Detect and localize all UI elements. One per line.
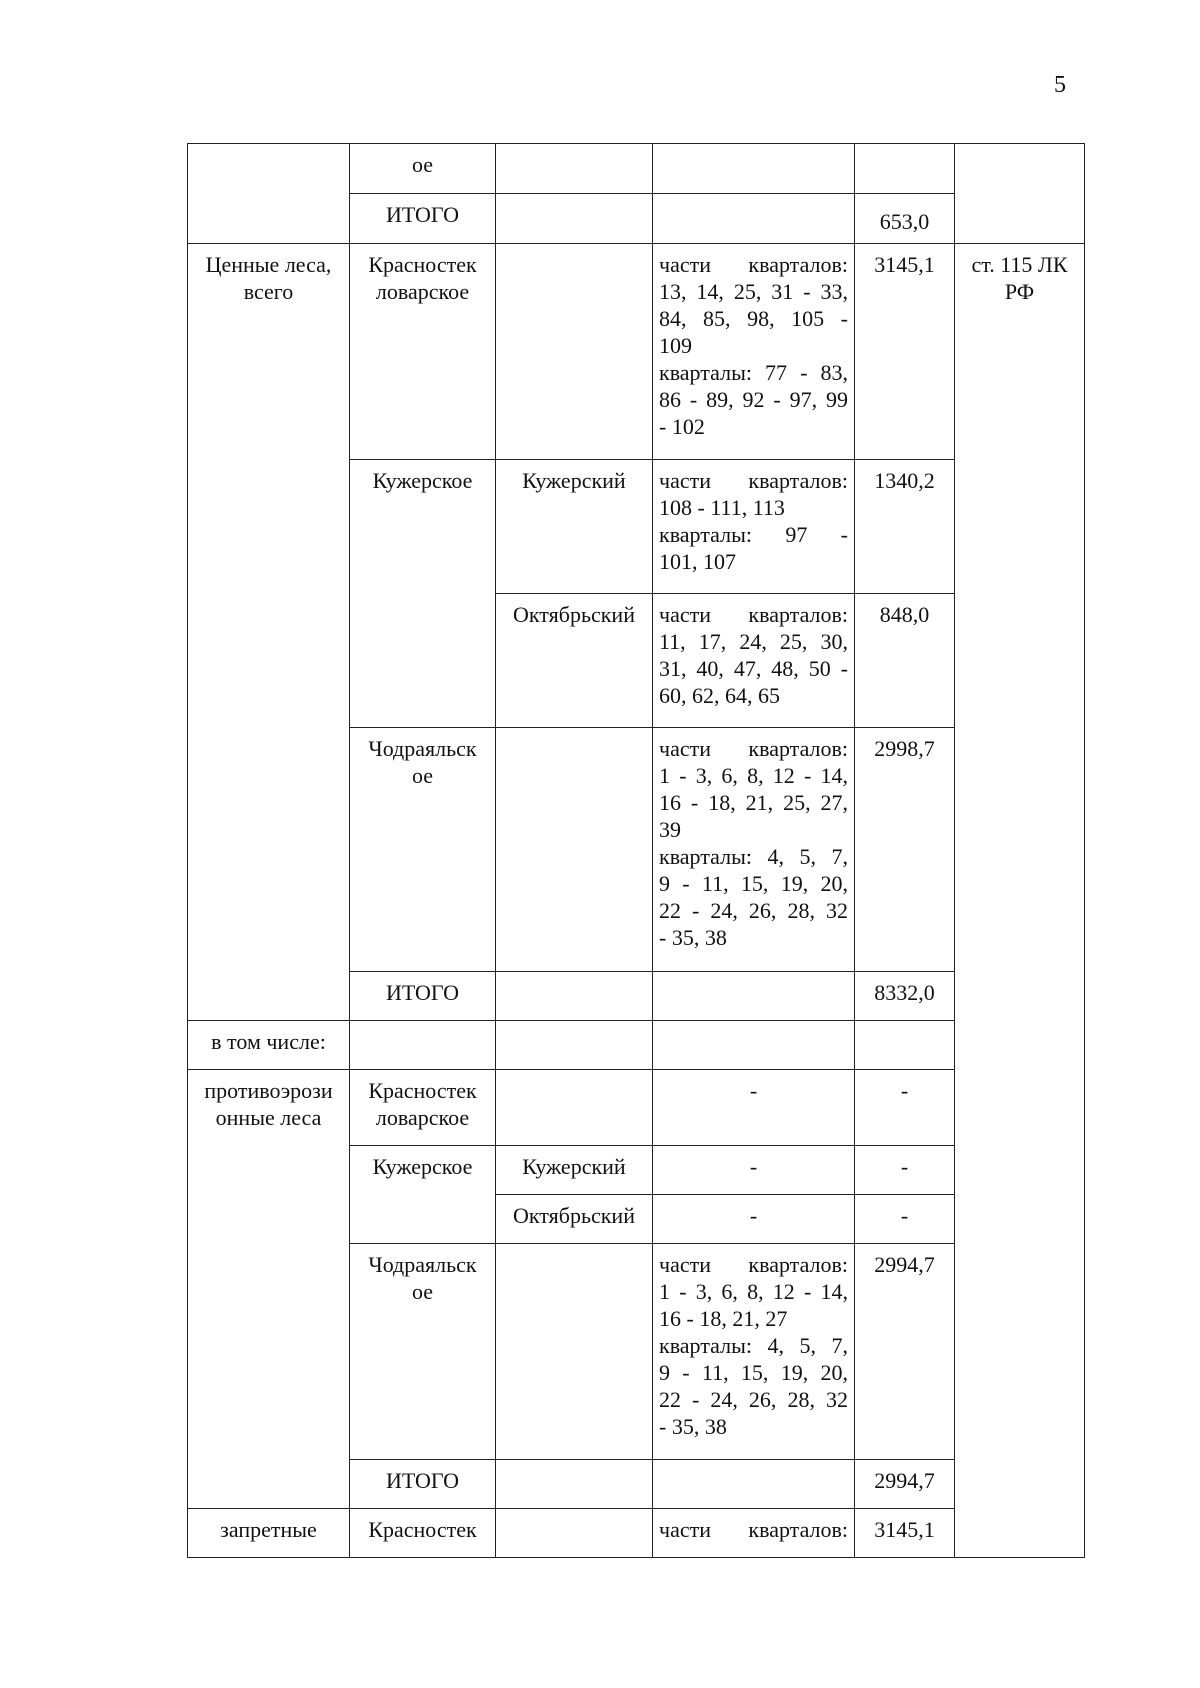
district-cell: Кужерский	[496, 460, 653, 594]
quarters-cell	[653, 460, 855, 594]
quarters-cell	[653, 1460, 855, 1509]
quarters-line: 9 - 11, 15, 19, 20,	[659, 1360, 848, 1385]
forestry-name: ое	[411, 763, 434, 788]
forestry-cell	[350, 1244, 496, 1460]
quarters-line: 60, 62, 64, 65	[659, 683, 780, 708]
quarters-line: 9 - 11, 15, 19, 20,	[659, 871, 848, 896]
area-cell: -	[855, 1070, 955, 1146]
quarters-line: части кварталов:	[659, 736, 848, 761]
quarters-cell: -	[653, 1070, 855, 1146]
quarters-line: части кварталов:	[659, 252, 848, 277]
forestry-cell	[350, 244, 496, 460]
quarters-line: 108 - 111, 113	[659, 495, 785, 520]
area-cell: 848,0	[855, 594, 955, 728]
table-row	[188, 1509, 1085, 1558]
quarters-cell	[653, 144, 855, 194]
category-label: всего	[243, 279, 294, 304]
total-label: ИТОГО	[350, 972, 496, 1021]
table-row	[188, 1021, 1085, 1070]
area-cell: 3145,1	[855, 244, 955, 460]
quarters-line: 22 - 24, 26, 28, 32	[659, 1387, 848, 1412]
forestry-cell	[350, 728, 496, 972]
quarters-line: 11, 17, 24, 25, 30,	[659, 629, 848, 654]
category-cell	[188, 144, 350, 244]
quarters-line: кварталы: 97 -	[659, 522, 848, 547]
quarters-line: 39	[659, 817, 681, 842]
area-cell	[855, 1021, 955, 1070]
quarters-line: 1 - 3, 6, 8, 12 - 14,	[659, 763, 848, 788]
forestry-cell	[350, 1021, 496, 1070]
total-label: ИТОГО	[350, 1460, 496, 1509]
quarters-line: кварталы: 77 - 83,	[659, 360, 848, 385]
quarters-line: - 35, 38	[659, 925, 727, 950]
district-cell	[496, 1460, 653, 1509]
forestry-name: Чодраяльск	[368, 736, 477, 761]
table-row	[188, 1070, 1085, 1146]
page-number: 5	[1054, 72, 1066, 98]
forestry-cell: Красностек	[350, 1509, 496, 1558]
district-cell	[496, 244, 653, 460]
quarters-line: кварталы: 4, 5, 7,	[659, 1333, 848, 1358]
district-cell	[496, 1244, 653, 1460]
category-cell	[188, 1070, 350, 1509]
district-cell: Октябрьский	[496, 594, 653, 728]
forestry-cell: ое	[350, 144, 496, 194]
quarters-line: части кварталов:	[659, 602, 848, 627]
quarters-line: кварталы: 4, 5, 7,	[659, 844, 848, 869]
district-cell: Кужерский	[496, 1146, 653, 1195]
forestry-cell: Кужерское	[350, 1146, 496, 1244]
quarters-line: части кварталов:	[659, 468, 848, 493]
quarters-line: 86 - 89, 92 - 97, 99	[659, 387, 848, 412]
area-cell: 2998,7	[855, 728, 955, 972]
area-cell: -	[855, 1195, 955, 1244]
area-cell: -	[855, 1146, 955, 1195]
quarters-cell	[653, 194, 855, 244]
table-row	[188, 144, 1085, 194]
table-row	[188, 244, 1085, 460]
basis-text: ст. 115 ЛК	[971, 252, 1068, 277]
district-cell	[496, 194, 653, 244]
quarters-cell: -	[653, 1195, 855, 1244]
area-cell: 1340,2	[855, 460, 955, 594]
forest-protection-table	[187, 143, 1085, 1558]
quarters-line: части кварталов:	[659, 1252, 848, 1277]
category-cell	[188, 244, 350, 1021]
area-cell: 2994,7	[855, 1244, 955, 1460]
quarters-cell: -	[653, 1146, 855, 1195]
quarters-line: 109	[659, 333, 692, 358]
forestry-name: ловарское	[375, 1105, 470, 1130]
area-cell: 3145,1	[855, 1509, 955, 1558]
total-label: ИТОГО	[350, 194, 496, 244]
quarters-line: 1 - 3, 6, 8, 12 - 14,	[659, 1279, 848, 1304]
quarters-cell	[653, 728, 855, 972]
area-cell	[855, 144, 955, 194]
quarters-line: 16 - 18, 21, 25, 27,	[659, 790, 848, 815]
category-label: онные леса	[215, 1105, 322, 1130]
forestry-name: Красностек	[368, 252, 477, 277]
district-cell	[496, 144, 653, 194]
quarters-line: 84, 85, 98, 105 -	[659, 306, 848, 331]
quarters-cell	[653, 1021, 855, 1070]
district-cell	[496, 728, 653, 972]
quarters-line: 16 - 18, 21, 27	[659, 1306, 788, 1331]
quarters-cell	[653, 1244, 855, 1460]
forestry-name: ое	[411, 1279, 434, 1304]
including-label: в том числе:	[188, 1021, 350, 1070]
basis-cell	[955, 244, 1085, 1558]
quarters-line: - 35, 38	[659, 1414, 727, 1439]
quarters-cell	[653, 1509, 855, 1558]
forestry-name: ловарское	[375, 279, 470, 304]
category-label: противоэрози	[204, 1078, 333, 1103]
category-label: Ценные леса,	[205, 252, 332, 277]
quarters-line: 22 - 24, 26, 28, 32	[659, 898, 848, 923]
quarters-line: 31, 40, 47, 48, 50 -	[659, 656, 848, 681]
total-area: 653,0	[855, 194, 955, 244]
district-cell	[496, 972, 653, 1021]
basis-text: РФ	[1004, 279, 1035, 304]
district-cell	[496, 1509, 653, 1558]
quarters-cell	[653, 244, 855, 460]
quarters-line: 13, 14, 25, 31 - 33,	[659, 279, 848, 304]
quarters-line: части кварталов:	[659, 1517, 848, 1542]
quarters-cell	[653, 972, 855, 1021]
total-area: 2994,7	[855, 1460, 955, 1509]
forestry-cell: Кужерское	[350, 460, 496, 728]
quarters-cell	[653, 594, 855, 728]
basis-cell	[955, 144, 1085, 244]
district-cell: Октябрьский	[496, 1195, 653, 1244]
district-cell	[496, 1070, 653, 1146]
district-cell	[496, 1021, 653, 1070]
total-area: 8332,0	[855, 972, 955, 1021]
quarters-line: 101, 107	[659, 549, 736, 574]
forestry-name: Красностек	[368, 1078, 477, 1103]
forestry-name: Чодраяльск	[368, 1252, 477, 1277]
quarters-line: - 102	[659, 414, 705, 439]
forestry-cell	[350, 1070, 496, 1146]
category-label: запретные	[188, 1509, 350, 1558]
